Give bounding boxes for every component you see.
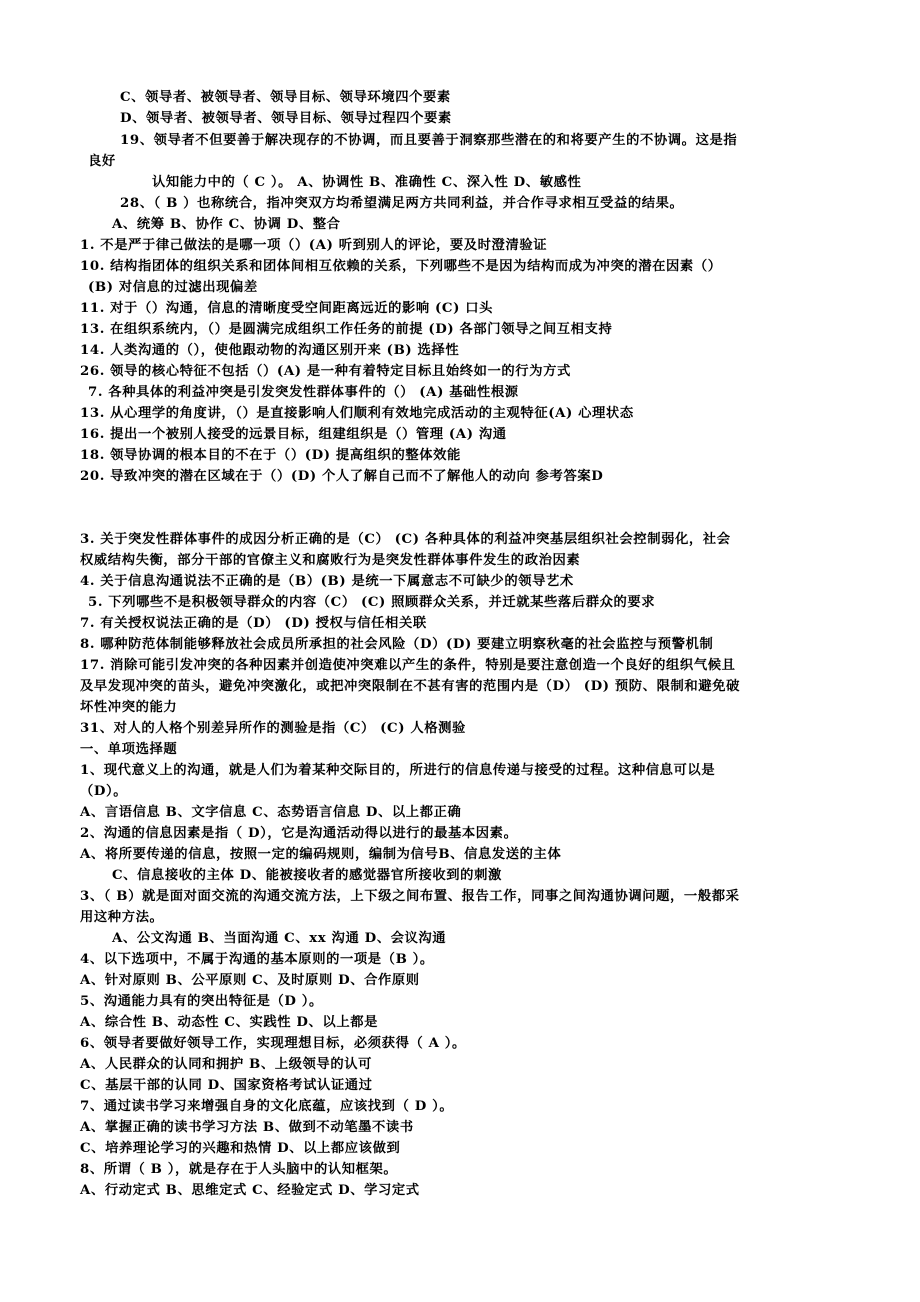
text-line: A、针对原则 B、公平原则 C、及时原则 D、合作原则	[80, 973, 420, 988]
text-line: C、基层干部的认同 D、国家资格考试认证通过	[80, 1078, 373, 1093]
text-line: A、行动定式 B、思维定式 C、经验定式 D、学习定式	[80, 1183, 420, 1198]
section-heading: 一、单项选择题	[80, 742, 178, 757]
text-line: 14. 人类沟通的（），使他跟动物的沟通区别开来 (B) 选择性	[80, 343, 460, 358]
text-line: 1、现代意义上的沟通，就是人们为着某种交际目的，所进行的信息传递与接受的过程。这种信息可以是	[80, 763, 716, 778]
text-line: 3、（ B）就是面对面交流的沟通交流方法，上下级之间布置、报告工作，同事之间沟通协调问题，一般都采	[80, 889, 740, 904]
text-line: 28、（ B ）也称统合，指冲突双方均希望满足两方共同利益，并合作寻求相互受益的结果。	[120, 196, 684, 211]
text-line: C、培养理论学习的兴趣和热情 D、以上都应该做到	[80, 1141, 401, 1156]
text-line: 及早发现冲突的苗头，避免冲突激化，或把冲突限制在不甚有害的范围内是（D） (D) 预防、限制和避免破	[80, 679, 740, 694]
text-line: 26. 领导的核心特征不包括（）(A) 是一种有着特定目标且始终如一的行为方式	[80, 364, 571, 379]
text-line: 6、领导者要做好领导工作，实现理想目标，必须获得（ A ）。	[80, 1036, 466, 1051]
text-line: 13. 在组织系统内，（）是圆满完成组织工作任务的前提 (D) 各部门领导之间互相支持	[80, 322, 613, 337]
text-line: D、领导者、被领导者、领导目标、领导过程四个要素	[120, 111, 452, 126]
text-line: 认知能力中的（ C ）。 A、协调性 B、准确性 C、深入性 D、敏感性	[152, 175, 582, 190]
text-line: 16. 提出一个被别人接受的远景目标，组建组织是（）管理 (A) 沟通	[80, 427, 507, 442]
text-line: 8. 哪种防范体制能够释放社会成员所承担的社会风险（D）(D) 要建立明察秋毫的社会监控与预警机制	[80, 637, 714, 652]
text-line: 20. 导致冲突的潜在区域在于（）(D) 个人了解自己而不了解他人的动向 参考答案D	[80, 469, 604, 484]
text-line: (B) 对信息的过滤出现偏差	[88, 280, 258, 295]
text-line: 13. 从心理学的角度讲，（）是直接影响人们顺利有效地完成活动的主观特征(A) 心理状态	[80, 406, 634, 421]
text-line: 7. 有关授权说法正确的是（D） (D) 授权与信任相关联	[80, 616, 427, 631]
text-line: A、言语信息 B、文字信息 C、态势语言信息 D、以上都正确	[80, 805, 462, 820]
text-line: C、领导者、被领导者、领导目标、领导环境四个要素	[120, 90, 451, 105]
text-line: 18. 领导协调的根本目的不在于（）(D) 提高组织的整体效能	[80, 448, 461, 463]
text-line: 权威结构失衡，部分干部的官僚主义和腐败行为是突发性群体事件发生的政治因素	[80, 553, 581, 568]
text-line: 5. 下列哪些不是积极领导群众的内容（C） (C) 照顾群众关系，并迁就某些落后群众的要求	[88, 595, 656, 610]
text-line: 7. 各种具体的利益冲突是引发突发性群体事件的（） (A) 基础性根源	[88, 385, 519, 400]
text-line: 31、对人的人格个别差异所作的测验是指（C） (C) 人格测验	[80, 721, 466, 736]
text-line: 11. 对于（）沟通，信息的清晰度受空间距离远近的影响 (C) 口头	[80, 301, 494, 316]
text-line: C、信息接收的主体 D、能被接收者的感觉器官所接收到的刺激	[112, 868, 502, 883]
text-line: 17. 消除可能引发冲突的各种因素并创造使冲突难以产生的条件，特别是要注意创造一个良好的组织气候且	[80, 658, 736, 673]
text-line: 4. 关于信息沟通说法不正确的是（B）(B) 是统一下属意志不可缺少的领导艺术	[80, 574, 574, 589]
text-line: 10. 结构指团体的组织关系和团体间相互依赖的关系，下列哪些不是因为结构而成为冲突的潜在因素（）	[80, 259, 722, 274]
text-line: A、掌握正确的读书学习方法 B、做到不动笔墨不读书	[80, 1120, 414, 1135]
text-line: 19、领导者不但要善于解决现存的不协调，而且要善于洞察那些潜在的和将要产生的不协调。这是指	[120, 133, 738, 148]
text-line: A、将所要传递的信息，按照一定的编码规则，编制为信号B、信息发送的主体	[80, 847, 562, 862]
text-line: 4、以下选项中，不属于沟通的基本原则的一项是（B ）。	[80, 952, 434, 967]
text-line: 7、通过读书学习来增强自身的文化底蕴，应该找到（ D ）。	[80, 1099, 454, 1114]
text-line: 坏性冲突的能力	[80, 700, 178, 715]
text-line: A、公文沟通 B、当面沟通 C、xx 沟通 D、会议沟通	[112, 931, 447, 946]
text-line: 8、所谓（ B ），就是存在于人头脑中的认知框架。	[80, 1162, 398, 1177]
text-line: 良好	[88, 154, 116, 169]
text-line: A、综合性 B、动态性 C、实践性 D、以上都是	[80, 1015, 379, 1030]
text-line: 1. 不是严于律己做法的是哪一项（）(A) 听到别人的评论，要及时澄清验证	[80, 238, 548, 253]
text-line: 2、沟通的信息因素是指（ D），它是沟通活动得以进行的最基本因素。	[80, 826, 518, 841]
text-line: A、人民群众的认同和拥护 B、上级领导的认可	[80, 1057, 373, 1072]
text-line: （D）。	[80, 784, 128, 799]
text-line: 3. 关于突发性群体事件的成因分析正确的是（C） (C) 各种具体的利益冲突基层组织社会控制弱化，社会	[80, 532, 731, 547]
text-line: 5、沟通能力具有的突出特征是（D ）。	[80, 994, 323, 1009]
text-line: 用这种方法。	[80, 910, 164, 925]
text-line: A、统筹 B、协作 C、协调 D、整合	[112, 217, 341, 232]
